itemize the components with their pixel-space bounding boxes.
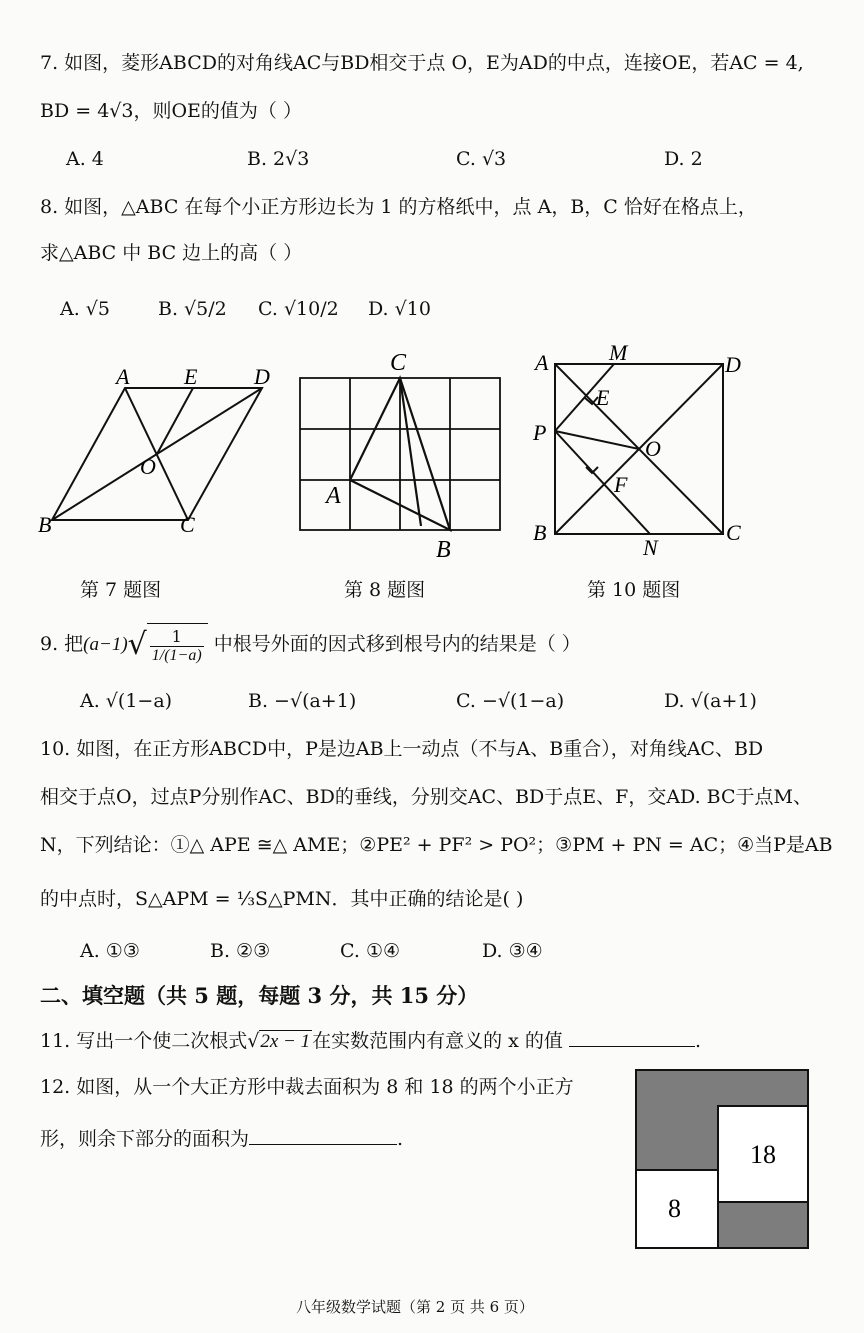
q8-option-d: D. √10 [368,298,431,320]
q9-radicand-text: 1/(1−a) [151,647,202,664]
q9-suffix: 中根号外面的因式移到根号内的结果是（ ） [213,633,581,655]
fig8-label-a: A [326,483,341,509]
fig10-label-a: A [535,350,549,375]
fig10-label-b: B [533,520,547,545]
q12-line2-wrap [40,1126,403,1151]
fig12-label-8: 8 [668,1194,681,1223]
q11-text-after: 在实数范围内有意义的 x 的值 [312,1030,563,1052]
q7-option-d: D. 2 [664,148,703,170]
q12-line1: 12. 如图，从一个大正方形中裁去面积为 8 和 18 的两个小正方 [40,1076,574,1098]
q10-option-b: B. ②③ [210,940,271,962]
fig10-label-d: D [725,352,741,377]
fig10-label-m: M [609,340,628,365]
fig8-label-c: C [390,350,407,376]
q7-option-b: B. 2√3 [247,148,310,170]
figure-7-rhombus [30,360,280,540]
sqrt-icon: √ [247,1030,260,1052]
q10-line1: 10. 如图，在正方形ABCD中，P是边AB上一动点（不与A、B重合），对角线AC、BD [40,738,764,760]
fig10-caption: 第 10 题图 [587,579,681,601]
q11-end: . [694,1030,702,1052]
section-2-title: 二、填空题（共 5 题，每题 3 分，共 15 分） [40,983,479,1008]
fig8-label-b: B [436,537,451,563]
fig7-label-d: D [254,364,270,389]
fig8-caption: 第 8 题图 [344,579,426,601]
q9-option-b: B. −√(a+1) [248,690,357,712]
q10-option-d: D. ③④ [482,940,543,962]
q9-stem [40,622,581,668]
fig7-caption: 第 7 题图 [80,579,162,601]
q9-option-d: D. √(a+1) [664,690,757,712]
q9-factor: (a−1) [83,634,128,655]
q8-line1: 8. 如图，△ABC 在每个小正方形边长为 1 的方格纸中，点 A，B，C 恰好在格点上， [40,196,757,218]
q10-line3: N，下列结论：①△ APE ≅△ AME；②PE² + PF² > PO²；③PM + PN = AC；④当P是AB [40,834,833,856]
q12-answer-blank[interactable] [249,1126,397,1145]
q9-option-a: A. √(1−a) [80,690,173,712]
fig10-label-c: C [726,520,741,545]
q8-option-a: A. √5 [60,298,110,320]
q11-stem [40,1028,701,1054]
q7-line2: BD = 4√3，则OE的值为（ ） [40,100,302,122]
fig7-label-c: C [180,512,195,537]
figure-12-squares [632,1066,810,1252]
q10-option-c: C. ①④ [340,940,401,962]
sqrt-icon: √ [127,627,147,662]
fig7-label-b: B [38,512,52,537]
q9-prefix: 9. 把 [40,633,84,655]
fig10-label-n: N [643,535,658,560]
figure-8-grid [290,345,510,565]
fig10-label-f: F [614,472,628,497]
q7-option-a: A. 4 [66,148,104,170]
fig7-label-e: E [184,364,198,389]
q11-answer-blank[interactable] [569,1028,695,1047]
q10-line2: 相交于点O，过点P分别作AC、BD的垂线，分别交AC、BD于点E、F，交AD. BC于点M、 [40,786,812,808]
q9-option-c: C. −√(1−a) [456,690,565,712]
fig10-label-o: O [645,436,661,461]
q10-line4: 的中点时，S△APM = ⅓S△PMN．其中正确的结论是( ) [40,888,524,910]
q7-line1: 7. 如图，菱形ABCD的对角线AC与BD相交于点 O，E为AD的中点，连接OE，若AC = 4, [40,52,804,74]
fig12-label-18: 18 [750,1140,776,1169]
q9-radicand: $\frac{1}{1/(1-a)}$ [147,623,208,668]
q7-option-c: C. √3 [456,148,507,170]
q11-text-before: 11. 写出一个使二次根式 [40,1030,248,1052]
q10-option-a: A. ①③ [80,940,140,962]
q8-option-b: B. √5/2 [158,298,227,320]
q8-line2: 求△ABC 中 BC 边上的高（ ） [40,242,303,264]
page-footer: 八年级数学试题（第 2 页 共 6 页） [296,1298,534,1316]
fig7-label-o: O [140,454,156,479]
figure-10-square [525,340,755,560]
q12-end: . [397,1128,404,1150]
fig10-label-e: E [596,385,610,410]
fig7-label-a: A [116,364,130,389]
q12-line2: 形，则余下部分的面积为 [40,1128,250,1150]
q11-radicand: 2x − 1 [260,1031,311,1052]
fig10-label-p: P [533,420,547,445]
q8-option-c: C. √10/2 [258,298,339,320]
